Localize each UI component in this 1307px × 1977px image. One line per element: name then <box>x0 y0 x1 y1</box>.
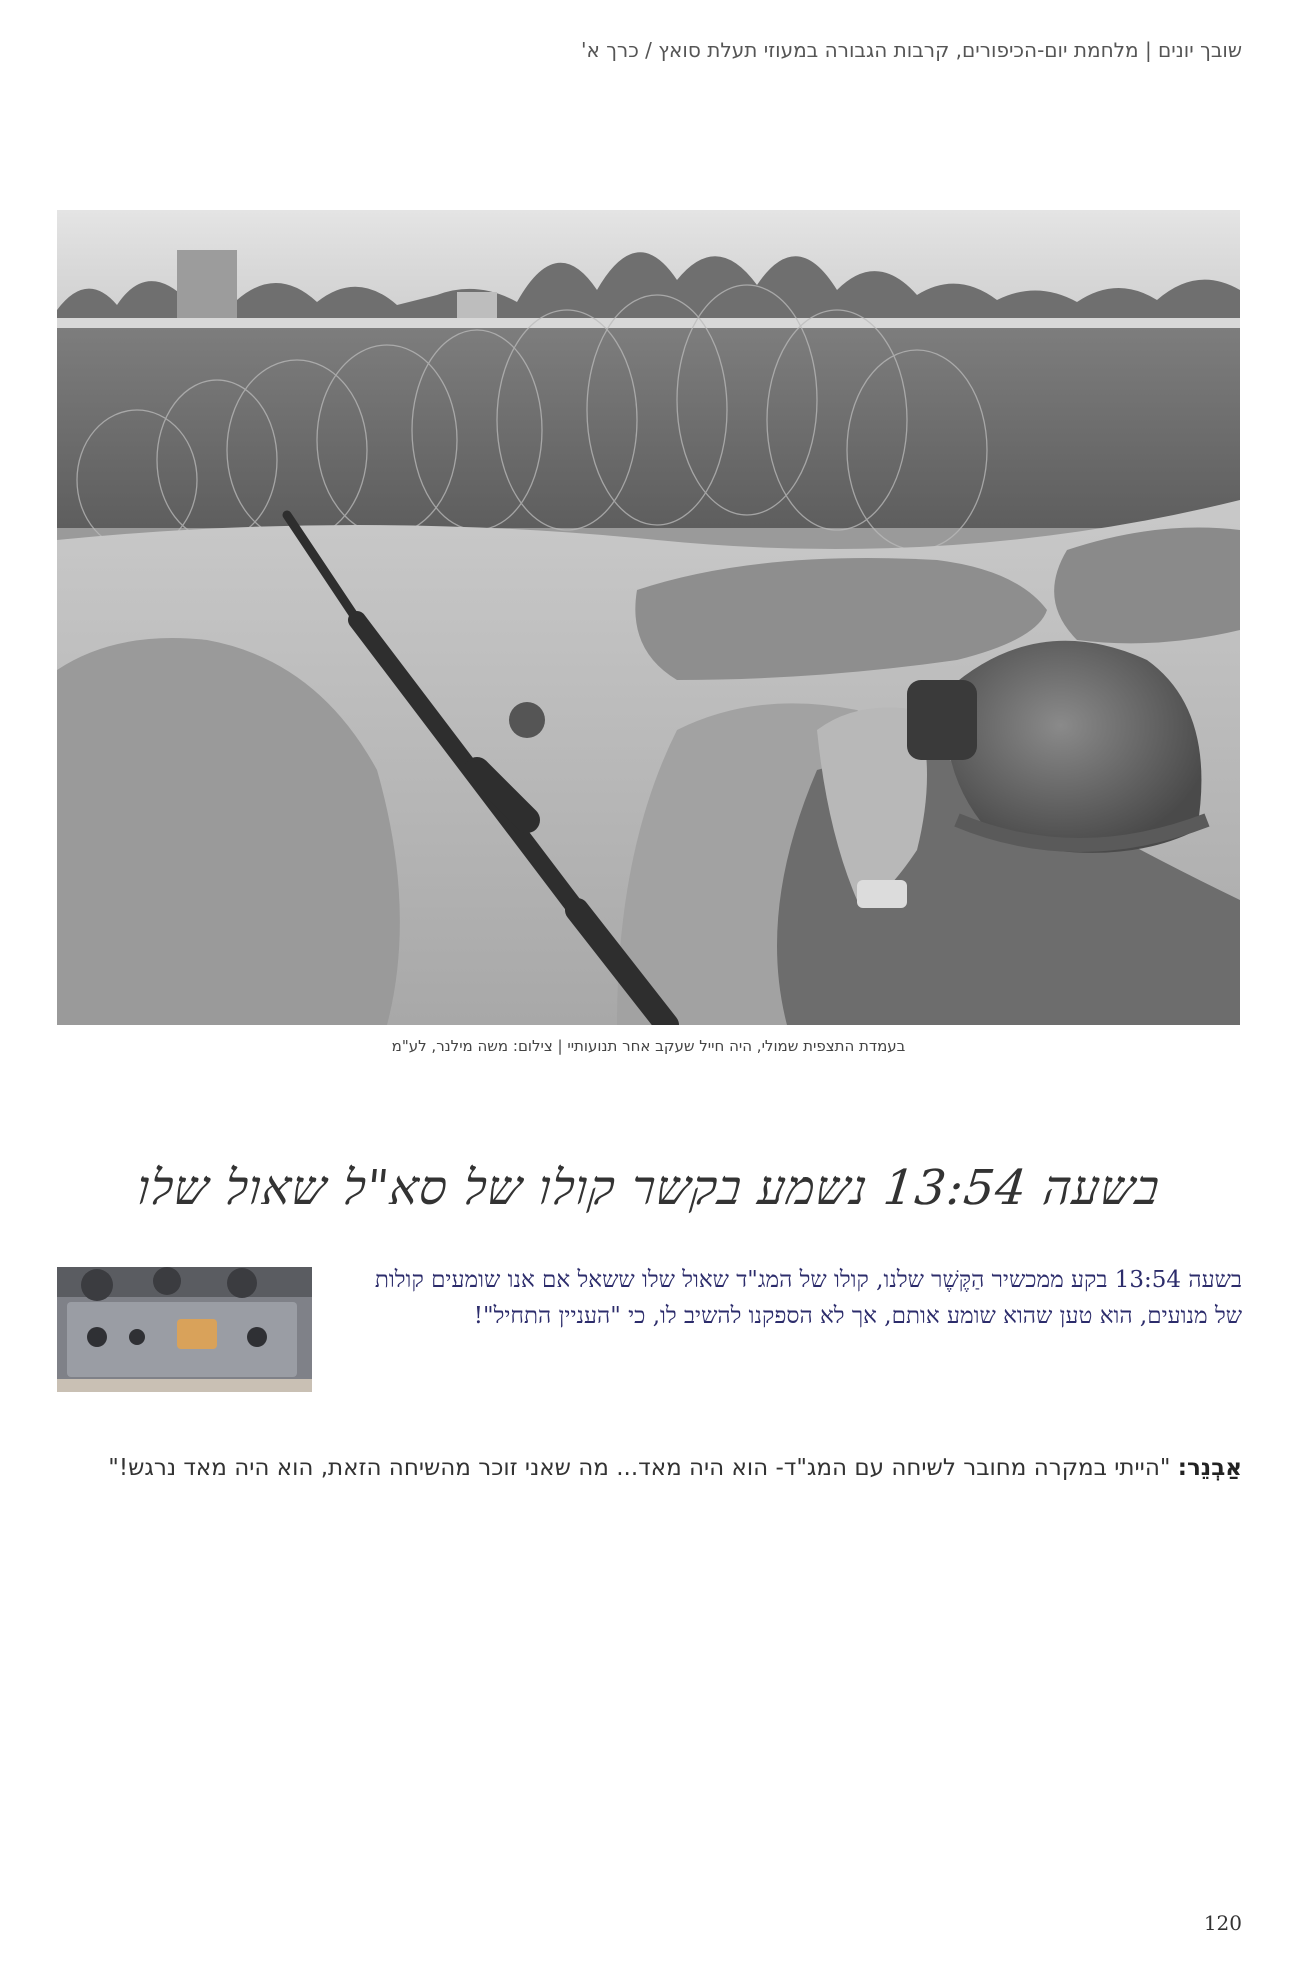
main-photograph <box>57 210 1240 1025</box>
radio-recorder-image <box>57 1267 312 1392</box>
handwritten-heading: בשעה 13:54 נשמע בקשר קולו של סא"ל שאול שלו <box>134 1160 1163 1216</box>
paragraph-body: בשעה 13:54 בקע ממכשיר הַקֶּשֶׁר שלנו, קולו של המג"ד שאול שלו ששאל אם אנו שומעים קולות של מנועים, הוא טען שהוא שומע אותם, אך לא הספקנו להשיב לו, כי "העניין התחיל"! <box>374 1267 1242 1329</box>
photo-caption: בעמדת התצפית שמולי, היה חייל שעקב אחר תנועותיי | צילום: משה מילנר, לע"מ <box>391 1037 906 1055</box>
radio-recorder-photo <box>57 1267 312 1392</box>
testimony-quote <box>57 1450 1242 1486</box>
page-number: 120 <box>1203 1911 1242 1935</box>
running-header: שובך יונים | מלחמת יום-הכיפורים, קרבות הגבורה במעוזי תעלת סואץ / כרך א' <box>580 38 1242 62</box>
quote-text: "הייתי במקרה מחובר לשיחה עם המג"ד- הוא היה מאד... מה שאני זוכר מהשיחה הזאת, הוא היה מאד נרגש!" <box>108 1455 1178 1481</box>
soldier-observation-post-image <box>57 210 1240 1025</box>
quote-speaker: אַבְנֵר: <box>1177 1455 1242 1481</box>
